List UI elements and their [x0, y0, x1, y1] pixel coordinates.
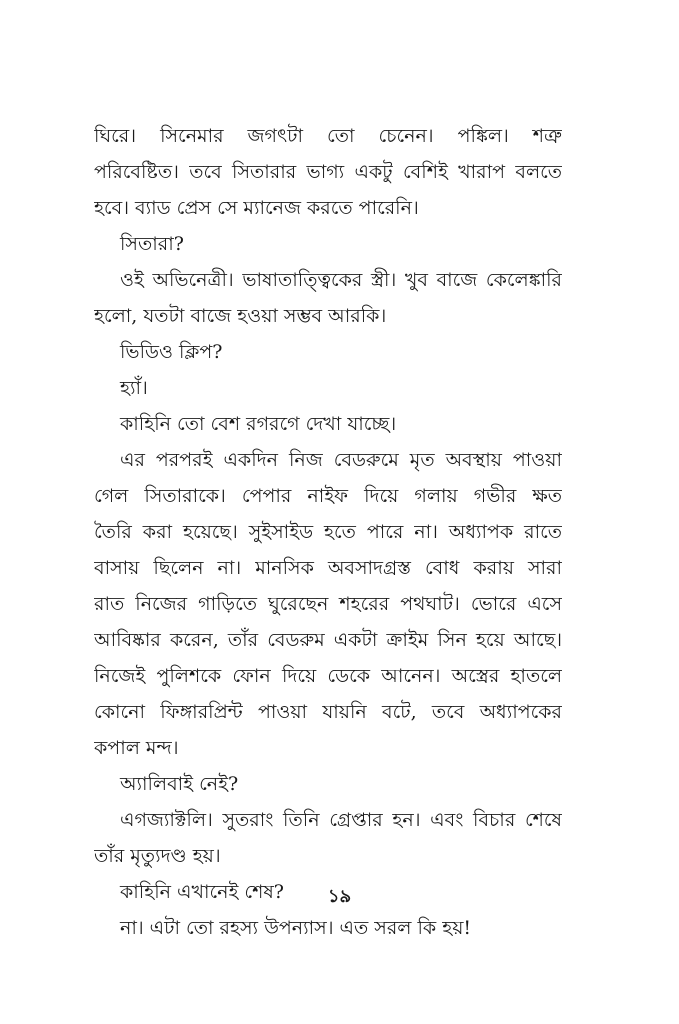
text-line: ঘিরে। সিনেমার জগৎটা তো চেনেন। পঙ্কিল। শত্রু [94, 125, 562, 147]
dialogue-line: ভিডিও ক্লিপ? [120, 341, 223, 363]
text-line: বাসায় ছিলেন না। মানসিক অবসাদগ্রস্ত বোধ করায় সারা [94, 557, 562, 579]
dialogue-line: সিতারা? [120, 233, 184, 255]
page-number: ১৯ [327, 886, 352, 907]
text-line: হবে। ব্যাড প্রেস সে ম্যানেজ করতে পারেনি। [94, 197, 419, 219]
text-line: তৈরি করা হয়েছে। সুইসাইড হতে পারে না। অধ্যাপক রাতে [94, 521, 562, 543]
text-line: তাঁর মৃত্যুদণ্ড হয়। [94, 845, 221, 867]
text-line: কোনো ফিঙ্গারপ্রিন্ট পাওয়া যায়নি বটে, তবে অধ্যাপকের [94, 701, 562, 723]
text-line: এগজ্যাক্টলি। সুতরাং তিনি গ্রেপ্তার হন। এবং বিচার শেষে [120, 809, 562, 831]
text-line: রাত নিজের গাড়িতে ঘুরেছেন শহরের পথঘাট। ভোরে এসে [94, 593, 562, 615]
dialogue-line: না। এটা তো রহস্য উপন্যাস। এত সরল কি হয়! [120, 917, 472, 939]
dialogue-line: কাহিনি তো বেশ রগরগে দেখা যাচ্ছে। [120, 413, 397, 435]
dialogue-line: কাহিনি এখানেই শেষ? [120, 881, 284, 903]
text-line: আবিষ্কার করেন, তাঁর বেডরুম একটা ক্রাইম সিন হয়ে আছে। [94, 629, 562, 651]
text-line: গেল সিতারাকে। পেপার নাইফ দিয়ে গলায় গভীর ক্ষত [94, 485, 562, 507]
text-line: হলো, যতটা বাজে হওয়া সম্ভব আরকি। [94, 305, 387, 327]
dialogue-line: অ্যালিবাই নেই? [120, 773, 239, 795]
text-line: পরিবেষ্টিত। তবে সিতারার ভাগ্য একটু বেশিই খারাপ বলতে [94, 161, 562, 183]
body-text [94, 118, 562, 946]
text-line: নিজেই পুলিশকে ফোন দিয়ে ডেকে আনেন। অস্ত্রের হাতলে [94, 665, 562, 687]
dialogue-line: হ্যাঁ। [120, 377, 148, 399]
text-line: কপাল মন্দ। [94, 737, 179, 759]
text-line: ওই অভিনেত্রী। ভাষাতাত্ত্বিকের স্ত্রী। খুব বাজে কেলেঙ্কারি [120, 269, 562, 291]
text-line: এর পরপরই একদিন নিজ বেডরুমে মৃত অবস্থায় পাওয়া [120, 449, 562, 471]
